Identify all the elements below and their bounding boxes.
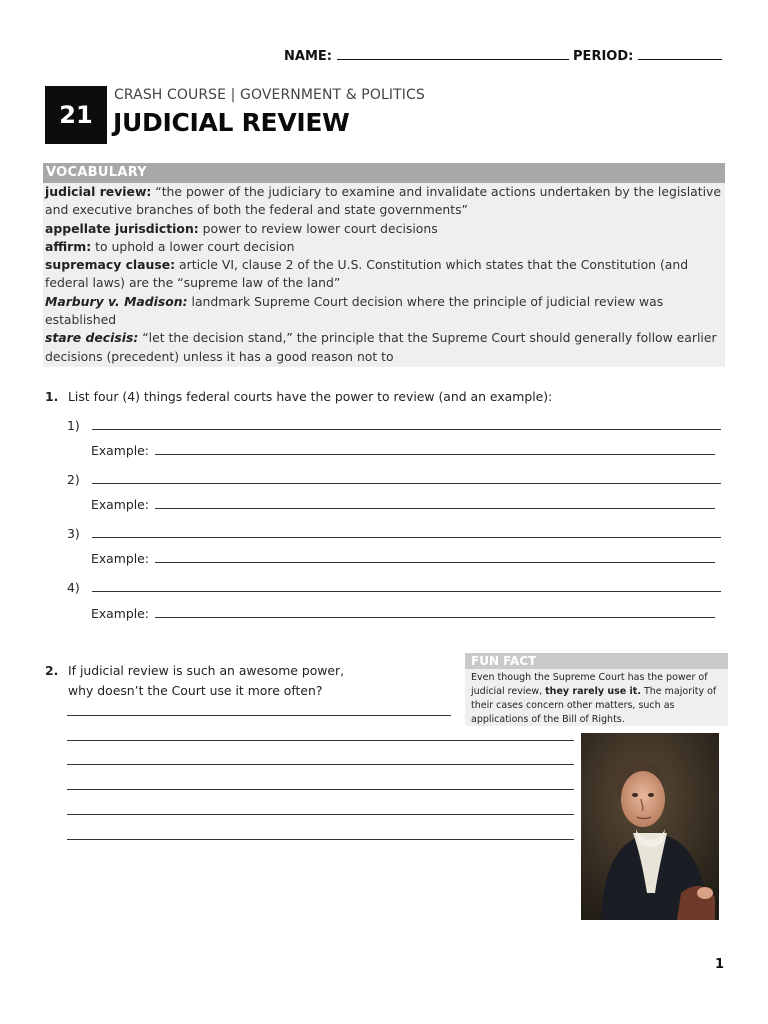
page-title: JUDICIAL REVIEW bbox=[113, 108, 350, 137]
question-number: 2. bbox=[45, 663, 59, 678]
portrait-image bbox=[581, 733, 719, 920]
vocabulary-heading: VOCABULARY bbox=[43, 163, 725, 183]
period-label: PERIOD: bbox=[573, 49, 634, 64]
vocab-item bbox=[45, 238, 725, 256]
question-number: 1. bbox=[45, 389, 59, 404]
vocab-item bbox=[45, 220, 725, 238]
item-number: 3) bbox=[67, 526, 80, 541]
answer-line[interactable] bbox=[92, 581, 721, 592]
answer-row-1 bbox=[67, 418, 721, 433]
fun-fact-heading: FUN FACT bbox=[465, 653, 728, 669]
answer-row-3 bbox=[67, 526, 721, 541]
answer-line[interactable] bbox=[92, 473, 721, 484]
vocab-definition: article VI, clause 2 of the U.S. Constitution which states that the Constitution (and federal laws) are the “supreme law of the land” bbox=[45, 257, 689, 291]
vocab-definition: power to review lower court decisions bbox=[198, 220, 438, 236]
period-field[interactable] bbox=[638, 48, 722, 60]
question-2-line-1: If judicial review is such an awesome power, bbox=[68, 663, 345, 678]
example-line[interactable] bbox=[155, 444, 715, 455]
example-line[interactable] bbox=[155, 552, 715, 563]
item-number: 4) bbox=[67, 580, 80, 595]
vocab-item bbox=[45, 183, 725, 220]
question-1 bbox=[45, 389, 553, 404]
example-label: Example: bbox=[91, 551, 149, 566]
answer-row-4 bbox=[67, 580, 721, 595]
vocab-term: Marbury v. Madison: bbox=[45, 293, 188, 309]
question-2 bbox=[45, 663, 58, 678]
answer-line[interactable] bbox=[67, 789, 574, 790]
vocabulary-box bbox=[43, 183, 725, 367]
vocab-definition: landmark Supreme Court decision where the principle of judicial review was established bbox=[45, 293, 664, 328]
name-label: NAME: bbox=[284, 49, 332, 64]
answer-line[interactable] bbox=[92, 419, 721, 430]
name-period-bar bbox=[284, 48, 722, 64]
answer-line[interactable] bbox=[67, 715, 451, 716]
vocab-definition: “let the decision stand,” the principle that the Supreme Court should generally follow earlier decisions (precedent) unless it has a good reason not to bbox=[45, 330, 717, 364]
vocab-term: affirm: bbox=[45, 238, 92, 254]
name-field[interactable] bbox=[337, 48, 569, 60]
item-number: 2) bbox=[67, 472, 80, 487]
fun-fact-text-end: The majority of their cases concern other matters, such as applications of the Bill of Rights. bbox=[471, 686, 717, 725]
example-line[interactable] bbox=[155, 498, 715, 509]
answer-line[interactable] bbox=[67, 814, 574, 815]
example-line[interactable] bbox=[155, 607, 715, 618]
vocab-term: appellate jurisdiction: bbox=[45, 220, 199, 236]
answer-row-2 bbox=[67, 472, 721, 487]
lesson-number-badge: 21 bbox=[45, 86, 107, 144]
vocab-item bbox=[45, 256, 725, 293]
fun-fact-box bbox=[465, 669, 728, 726]
example-label: Example: bbox=[91, 443, 149, 458]
portrait-illustration bbox=[581, 733, 719, 920]
fun-fact-emphasis: they rarely use it. bbox=[545, 686, 641, 697]
vocab-term: supremacy clause: bbox=[45, 257, 176, 273]
vocab-definition: to uphold a lower court decision bbox=[91, 238, 295, 254]
answer-line[interactable] bbox=[67, 839, 574, 840]
example-row-4 bbox=[91, 606, 715, 621]
fun-fact-text: Even though the Supreme Court has the power of judicial review, bbox=[471, 672, 708, 697]
vocab-item bbox=[45, 329, 725, 366]
example-row-2 bbox=[91, 497, 715, 512]
answer-line[interactable] bbox=[92, 527, 721, 538]
question-text: List four (4) things federal courts have the power to review (and an example): bbox=[68, 389, 553, 404]
example-label: Example: bbox=[91, 497, 149, 512]
answer-line[interactable] bbox=[67, 764, 574, 765]
vocab-item bbox=[45, 293, 725, 330]
example-row-1 bbox=[91, 443, 715, 458]
series-label: CRASH COURSE | GOVERNMENT & POLITICS bbox=[114, 87, 425, 103]
page-number: 1 bbox=[715, 957, 725, 972]
example-label: Example: bbox=[91, 606, 149, 621]
answer-line[interactable] bbox=[67, 740, 574, 741]
vocab-term: judicial review: bbox=[45, 184, 152, 199]
vocab-definition: “the power of the judiciary to examine and invalidate actions undertaken by the legislative and executive branches of both the federal and state governments” bbox=[45, 184, 722, 218]
item-number: 1) bbox=[67, 418, 80, 433]
vocab-term: stare decisis: bbox=[45, 330, 139, 346]
question-2-line-2: why doesn’t the Court use it more often? bbox=[68, 683, 323, 698]
example-row-3 bbox=[91, 551, 715, 566]
